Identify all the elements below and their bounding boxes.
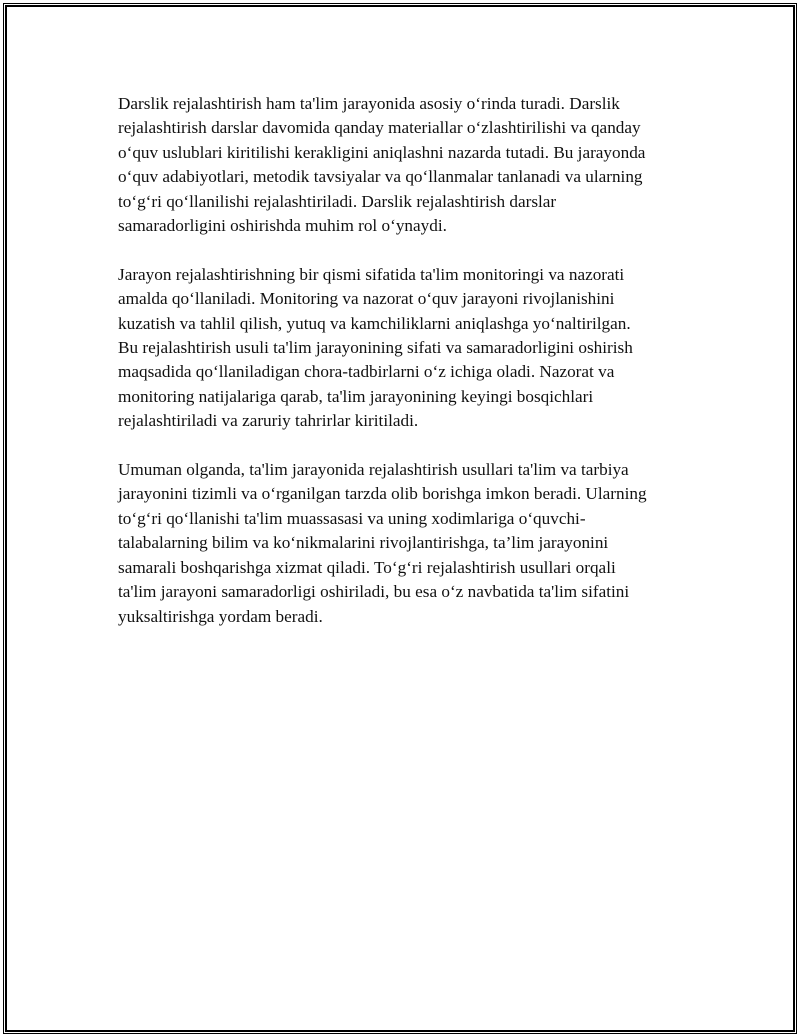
text-line: yuksaltirishga yordam beradi. — [118, 606, 323, 626]
text-line: talabalarning bilim va koʻnikmalarini rivojlantirishga, ta’lim jarayonini — [118, 533, 609, 553]
text-line: kuzatish va tahlil qilish, yutuq va kamchiliklarni aniqlashga yoʻnaltirilgan. — [118, 313, 631, 333]
text-line: rejalashtirish darslar davomida qanday materiallar oʻzlashtirilishi va qanday — [118, 118, 641, 138]
text-line: rejalashtiriladi va zaruriy tahrirlar kiritiladi. — [118, 411, 419, 431]
document-body — [118, 92, 698, 653]
text-line: Darslik rejalashtirish ham ta'lim jarayonida asosiy oʻrinda turadi. Darslik — [118, 94, 620, 113]
text-line: monitoring natijalariga qarab, ta'lim jarayonining keyingi bosqichlari — [118, 386, 594, 406]
text-line: oʻquv uslublari kiritilishi kerakligini aniqlashni nazarda tutadi. Bu jarayonda — [118, 142, 646, 162]
text-line: oʻquv adabiyotlari, metodik tavsiyalar va qoʻllanmalar tanlanadi va ularning — [118, 167, 643, 187]
text-line: amalda qoʻllaniladi. Monitoring va nazorat oʻquv jarayoni rivojlanishini — [118, 289, 615, 309]
paragraph-jarayon-rejalashtirish — [118, 263, 698, 434]
text-line: toʻgʻri qoʻllanilishi rejalashtiriladi. Darslik rejalashtirish darslar — [118, 191, 557, 211]
text-line: ta'lim jarayoni samaradorligi oshiriladi, bu esa oʻz navbatida ta'lim sifatini — [118, 582, 630, 602]
text-line: samaradorligini oshirishda muhim rol oʻynaydi. — [118, 216, 447, 236]
text-line: jarayonini tizimli va oʻrganilgan tarzda olib borishga imkon beradi. Ularning — [118, 484, 647, 504]
paragraph-umuman-olganda — [118, 458, 698, 629]
text-line: Jarayon rejalashtirishning bir qismi sifatida ta'lim monitoringi va nazorati — [118, 264, 625, 284]
text-line: maqsadida qoʻllaniladigan chora-tadbirlarni oʻz ichiga oladi. Nazorat va — [118, 362, 615, 382]
paragraph-darslik-rejalashtirish — [118, 92, 698, 238]
text-line: toʻgʻri qoʻllanishi ta'lim muassasasi va uning xodimlariga oʻquvchi- — [118, 508, 586, 528]
text-line: samarali boshqarishga xizmat qiladi. Toʻgʻri rejalashtirish usullari orqali — [118, 557, 616, 577]
text-line: Bu rejalashtirish usuli ta'lim jarayonining sifati va samaradorligini oshirish — [118, 338, 633, 358]
text-line: Umuman olganda, ta'lim jarayonida rejalashtirish usullari ta'lim va tarbiya — [118, 460, 629, 480]
